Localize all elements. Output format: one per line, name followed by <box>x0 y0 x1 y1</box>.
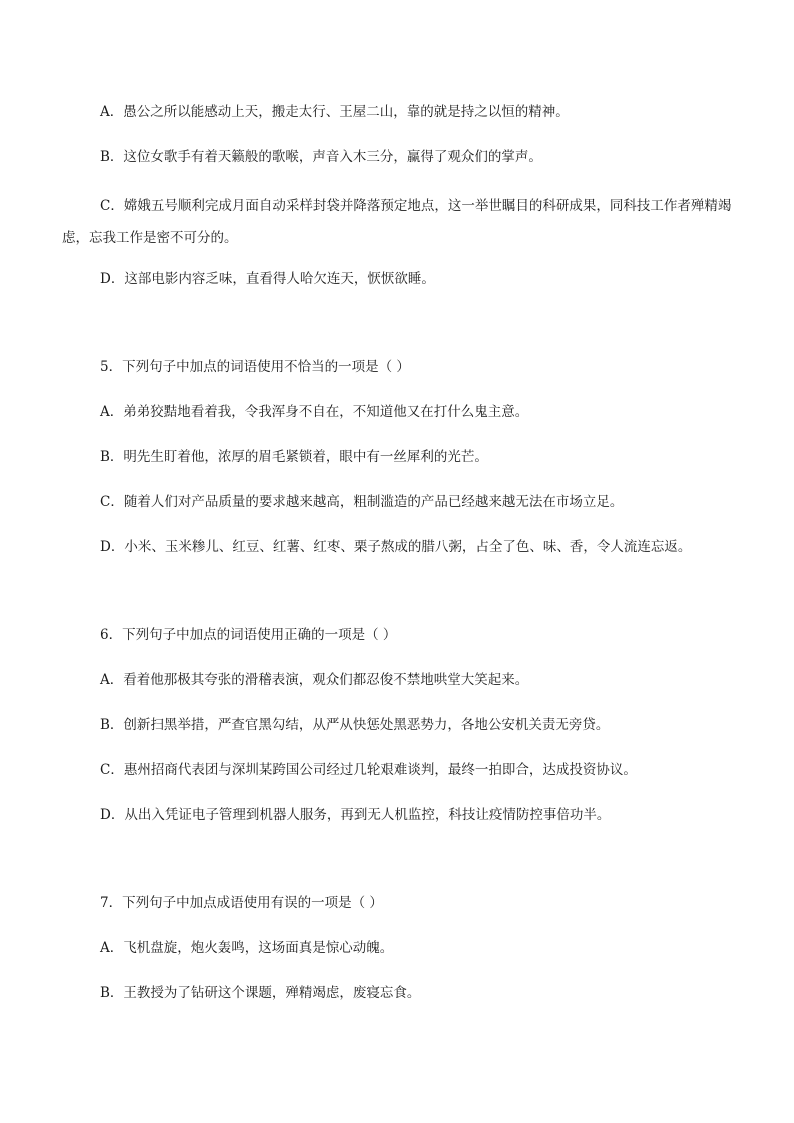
question-5-stem: 5．下列句子中加点的词语使用不恰当的一项是（ ） <box>100 359 410 375</box>
question-6-option-b: B．创新扫黑举措，严查官黑勾结，从严从快惩处黑恶势力，各地公安机关责无旁贷。 <box>100 717 610 733</box>
question-6-option-c: C．惠州招商代表团与深圳某跨国公司经过几轮艰难谈判，最终一拍即合，达成投资协议。 <box>100 762 637 778</box>
question-6-stem: 6．下列句子中加点的词语使用正确的一项是（ ） <box>100 627 397 643</box>
question-7-option-a: A．飞机盘旋，炮火轰鸣，这场面真是惊心动魄。 <box>100 940 394 956</box>
prev-question-option-c: C．嫦娥五号顺利完成月面自动采样封袋并降落预定地点，这一举世瞩目的科研成果，同科技工作者殚精竭虑，忘我工作是密不可分的。 <box>62 198 732 246</box>
question-5-option-b: B．明先生盯着他，浓厚的眉毛紧锁着，眼中有一丝犀利的光芒。 <box>100 449 488 465</box>
document-content <box>62 100 732 1005</box>
question-7-option-b: B．王教授为了钻研这个课题，殚精竭虑，废寝忘食。 <box>100 985 421 1001</box>
question-7-stem: 7．下列句子中加点成语使用有误的一项是（ ） <box>100 895 383 911</box>
question-5-option-c: C．随着人们对产品质量的要求越来越高，粗制滥造的产品已经越来越无法在市场立足。 <box>100 494 624 510</box>
question-5-option-d: D．小米、玉米糁儿、红豆、红薯、红枣、栗子熬成的腊八粥，占全了色、味、香，令人流连忘返。 <box>100 539 692 555</box>
question-5-option-a: A．弟弟狡黠地看着我，令我浑身不自在，不知道他又在打什么鬼主意。 <box>100 404 529 420</box>
prev-question-option-a: A．愚公之所以能感动上天，搬走太行、王屋二山，靠的就是持之以恒的精神。 <box>100 104 569 120</box>
question-6-option-d: D．从出入凭证电子管理到机器人服务，再到无人机监控，科技让疫情防控事倍功半。 <box>100 807 611 823</box>
prev-question-option-d: D．这部电影内容乏味，直看得人哈欠连天，恹恹欲睡。 <box>100 271 435 287</box>
prev-question-option-b: B．这位女歌手有着天籁般的歌喉，声音入木三分，赢得了观众们的掌声。 <box>100 149 542 165</box>
question-6-option-a: A．看着他那极其夸张的滑稽表演，观众们都忍俊不禁地哄堂大笑起来。 <box>100 672 529 688</box>
